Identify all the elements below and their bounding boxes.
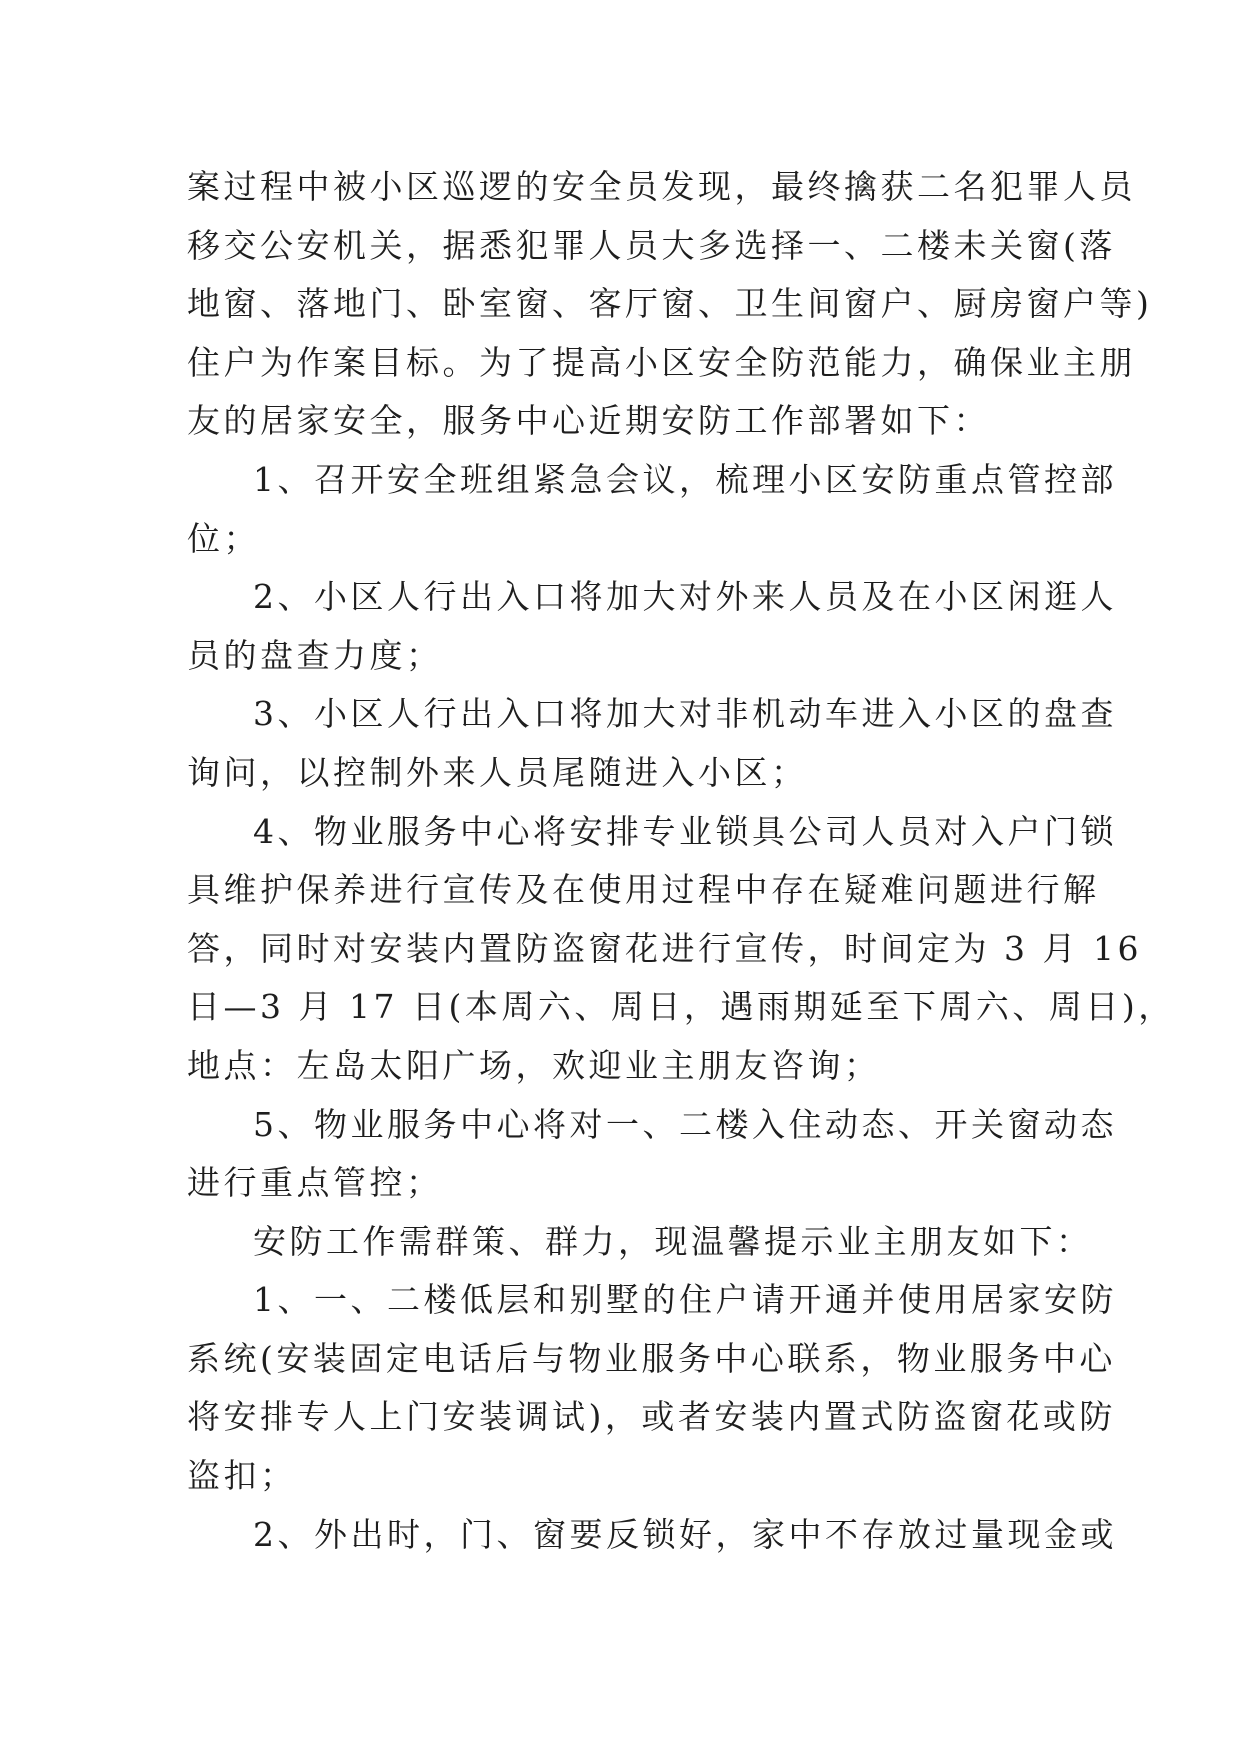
text-line: 地点：左岛太阳广场，欢迎业主朋友咨询； bbox=[187, 1045, 881, 1085]
text-line: 地窗、落地门、卧室窗、客厅窗、卫生间窗户、厨房窗户等) bbox=[187, 284, 1153, 324]
list-item-1-line: 1、召开安全班组紧急会议，梳理小区安防重点管控部 bbox=[253, 459, 1117, 499]
text-line: 盗扣； bbox=[187, 1456, 297, 1496]
document-body bbox=[187, 158, 1175, 1564]
tips-intro-line: 安防工作需群策、群力，现温馨提示业主朋友如下： bbox=[253, 1221, 1093, 1261]
text-line: 询问，以控制外来人员尾随进入小区； bbox=[187, 752, 808, 792]
text-line: 进行重点管控； bbox=[187, 1163, 443, 1203]
list-item-3-line: 3、小区人行出入口将加大对非机动车进入小区的盘查 bbox=[253, 694, 1117, 734]
list-item-2-line: 2、小区人行出入口将加大对外来人员及在小区闲逛人 bbox=[253, 577, 1117, 617]
text-line: 员的盘查力度； bbox=[187, 635, 443, 675]
text-line: 位； bbox=[187, 518, 260, 558]
text-line: 日—3 月 17 日(本周六、周日，遇雨期延至下周六、周日)， bbox=[187, 987, 1175, 1027]
text-line: 答，同时对安装内置防盗窗花进行宣传，时间定为 3 月 16 bbox=[187, 928, 1142, 968]
text-line: 友的居家安全，服务中心近期安防工作部署如下： bbox=[187, 401, 990, 441]
list-item-5-line: 5、物业服务中心将对一、二楼入住动态、开关窗动态 bbox=[253, 1104, 1117, 1144]
text-line: 具维护保养进行宣传及在使用过程中存在疑难问题进行解 bbox=[187, 870, 1100, 910]
text-line: 住户为作案目标。为了提高小区安全防范能力，确保业主朋 bbox=[187, 342, 1136, 382]
list-item-4-line: 4、物业服务中心将安排专业锁具公司人员对入户门锁 bbox=[253, 811, 1117, 851]
text-line: 将安排专人上门安装调试)，或者安装内置式防盗窗花或防 bbox=[187, 1397, 1116, 1437]
tip-item-2-line: 2、外出时，门、窗要反锁好，家中不存放过量现金或 bbox=[253, 1514, 1117, 1554]
tip-item-1-line: 1、一、二楼低层和别墅的住户请开通并使用居家安防 bbox=[253, 1280, 1117, 1320]
text-line: 案过程中被小区巡逻的安全员发现，最终擒获二名犯罪人员 bbox=[187, 167, 1136, 206]
text-line: 系统(安装固定电话后与物业服务中心联系，物业服务中心 bbox=[187, 1338, 1116, 1378]
text-line: 移交公安机关，据悉犯罪人员大多选择一、二楼未关窗(落 bbox=[187, 225, 1116, 265]
